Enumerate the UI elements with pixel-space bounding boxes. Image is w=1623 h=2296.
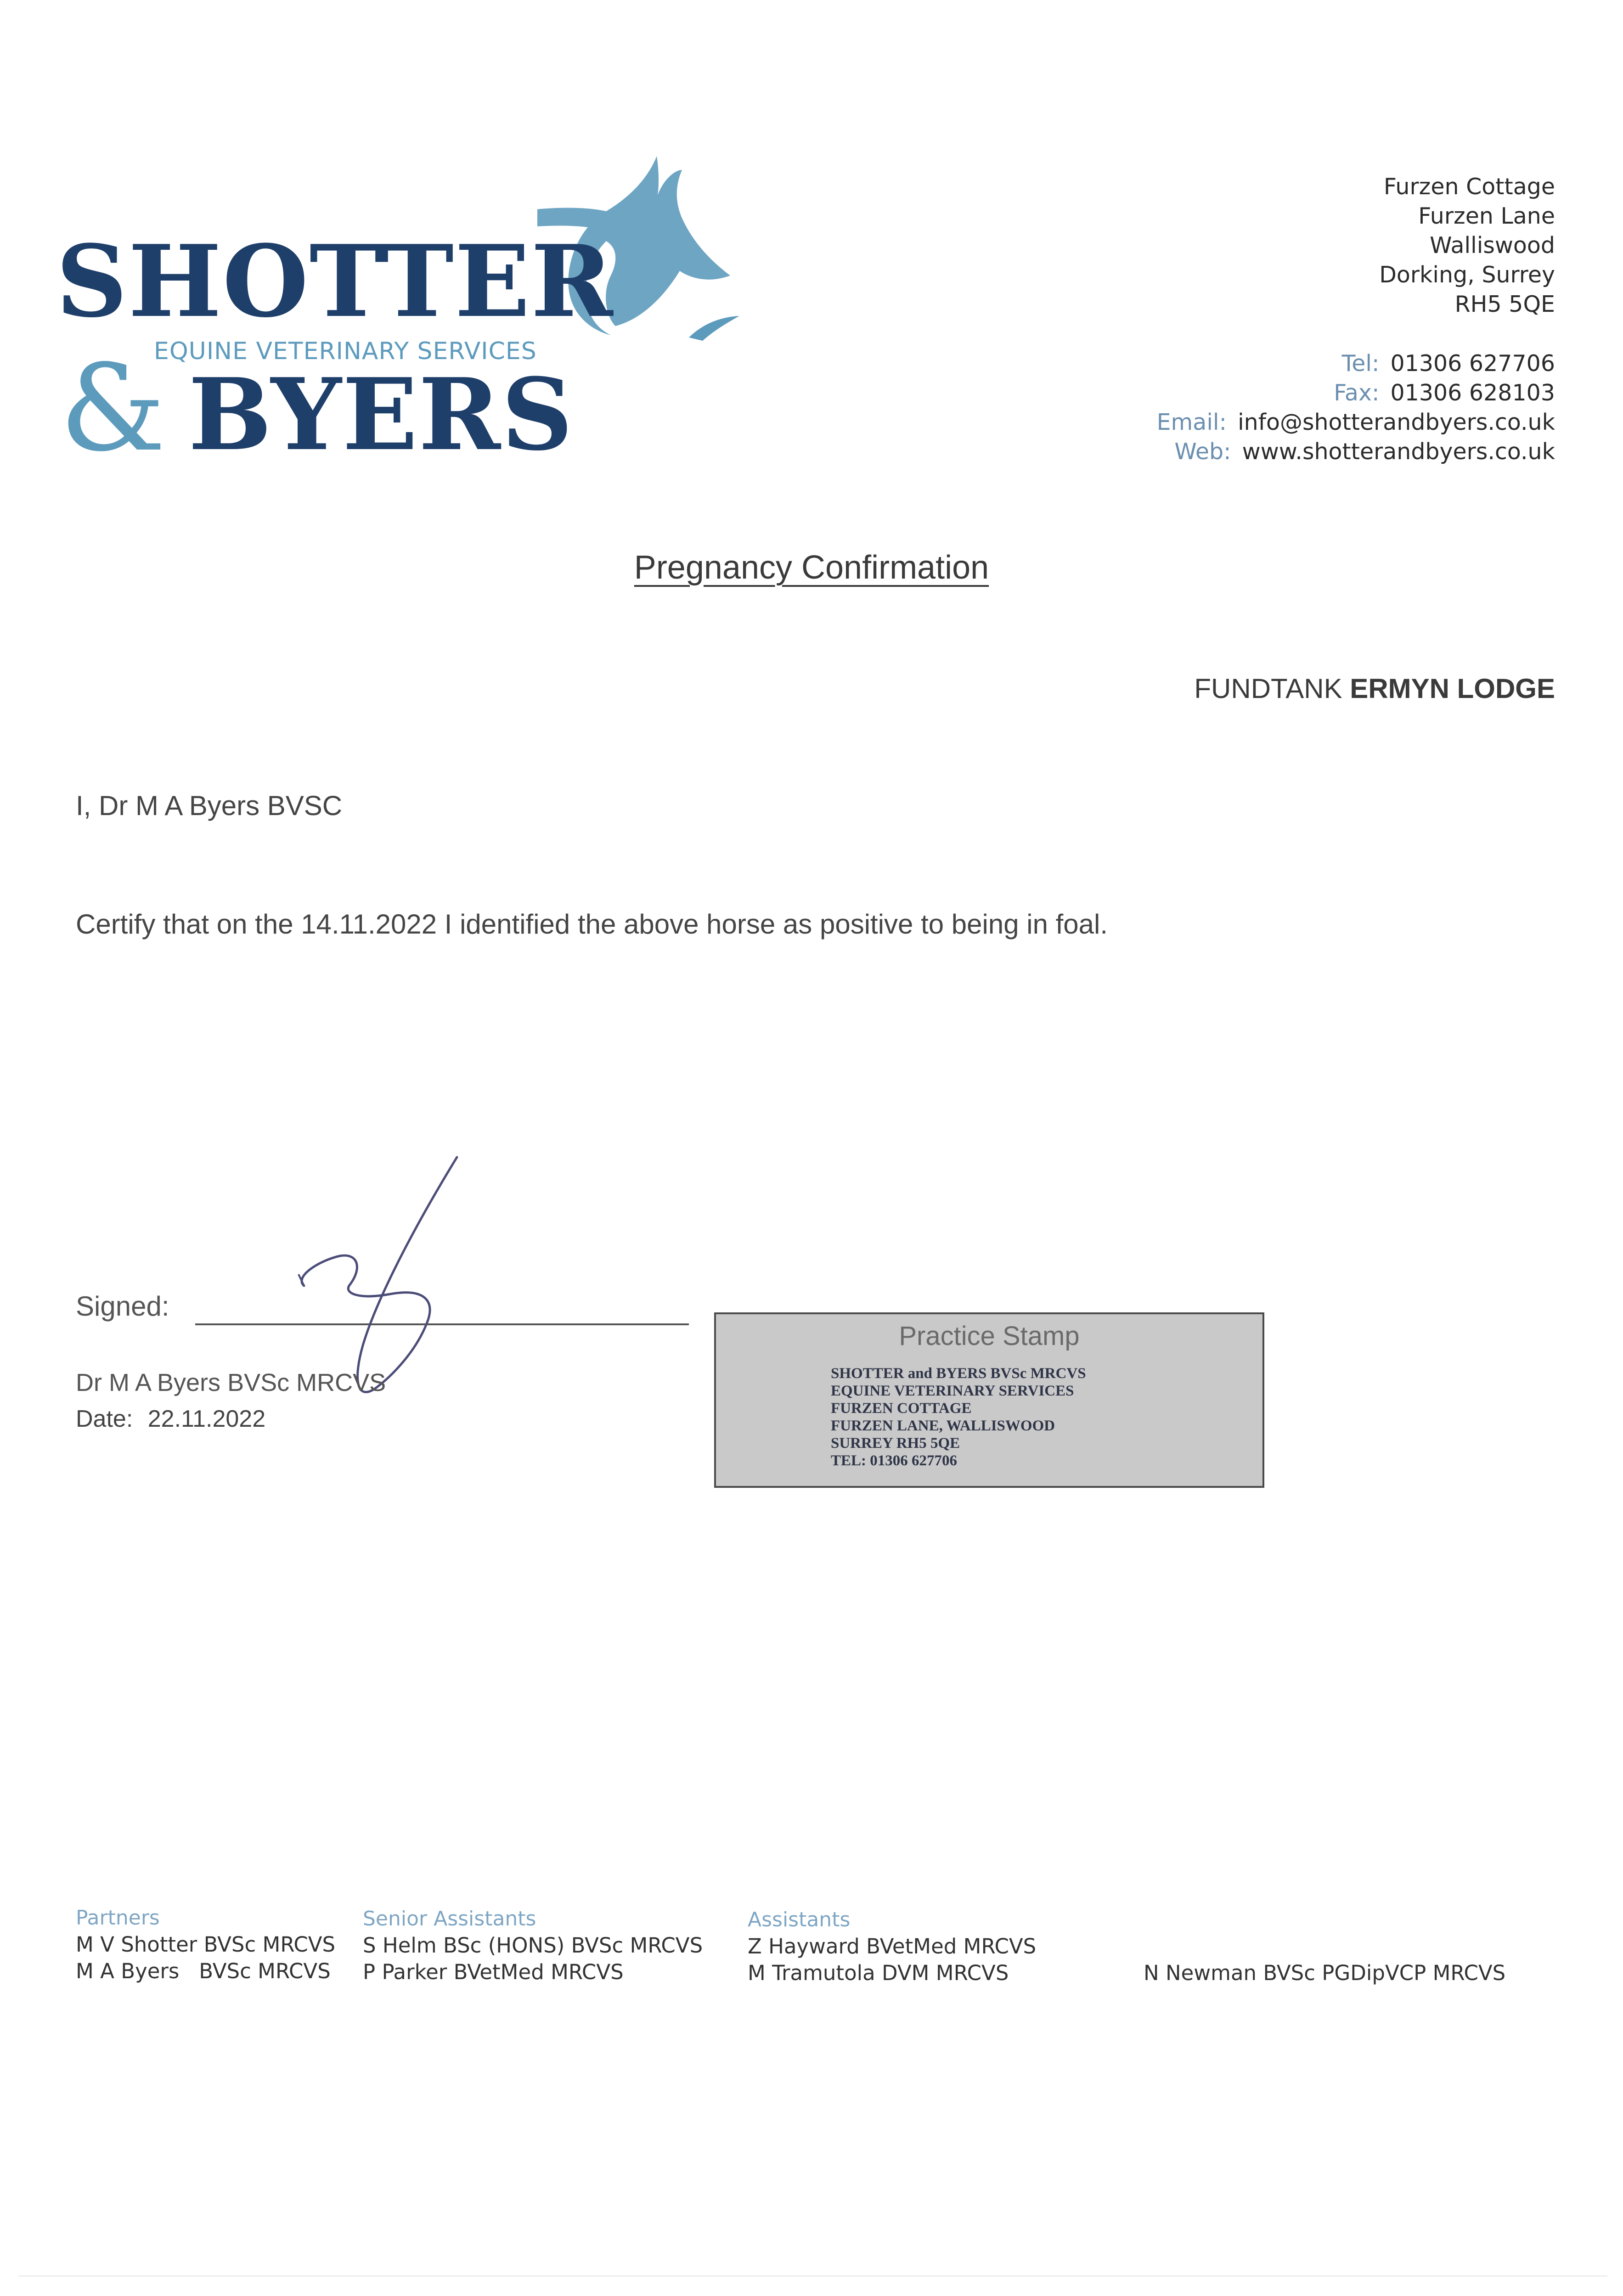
stamp-line: TEL: 01306 627706 [831, 1452, 958, 1469]
footer-name: M V Shotter BVSc MRCVS [76, 1932, 336, 1957]
contact-label: Tel: [1341, 350, 1380, 377]
footer-name: M Tramutola DVM MRCVS [748, 1961, 1009, 1985]
contact-tel [912, 349, 1555, 378]
date-label: Date: [76, 1406, 133, 1432]
stamp-line: SHOTTER and BYERS BVSc MRCVS [831, 1365, 1086, 1382]
contact-label: Fax: [1334, 380, 1380, 406]
stamp-line: SURREY RH5 5QE [831, 1435, 960, 1452]
stamp-impression [831, 1365, 1086, 1469]
horse-prefix: FUNDTANK [1194, 673, 1342, 704]
logo-ampersand: & [60, 339, 166, 478]
contact-fax [912, 378, 1555, 408]
contact-web [912, 437, 1555, 467]
address-line: Furzen Cottage [1383, 174, 1555, 200]
footer-name: M A Byers BVSc MRCVS [76, 1959, 331, 1983]
footer-other-vet: N Newman BVSc PGDipVCP MRCVS [1144, 1961, 1506, 1985]
contact-value: 01306 628103 [1390, 380, 1555, 406]
footer-name: S Helm BSc (HONS) BVSc MRCVS [363, 1933, 703, 1958]
signature-date [76, 1405, 265, 1433]
horse-name-line [1194, 673, 1555, 704]
practice-address [1004, 172, 1555, 319]
address-line: RH5 5QE [1454, 291, 1555, 317]
practice-logo [51, 142, 703, 478]
contact-label: Email: [1156, 409, 1227, 435]
footer-assistants [748, 1907, 1036, 1986]
footer-partners [76, 1905, 335, 1985]
stamp-line: FURZEN LANE, WALLISWOOD [831, 1418, 1055, 1434]
stamp-title: Practice Stamp [899, 1321, 1080, 1351]
signed-label: Signed: [76, 1291, 169, 1322]
practice-contacts [912, 349, 1555, 467]
footer-heading: Partners [76, 1906, 160, 1930]
certification-statement: Certify that on the 14.11.2022 I identified the above horse as positive to being in foal. [76, 909, 1108, 940]
doctor-statement: I, Dr M A Byers BVSC [76, 790, 343, 821]
contact-value: info@shotterandbyers.co.uk [1238, 409, 1555, 435]
address-line: Walliswood [1430, 232, 1555, 259]
practice-stamp-box [714, 1312, 1264, 1488]
signatory-name: Dr M A Byers BVSc MRCVS [76, 1369, 386, 1396]
logo-byers-text: BYERS [188, 356, 574, 473]
address-line: Dorking, Surrey [1379, 262, 1555, 288]
footer-name: P Parker BVetMed MRCVS [363, 1960, 624, 1984]
contact-value: www.shotterandbyers.co.uk [1242, 439, 1555, 465]
footer-senior-assistants [363, 1906, 703, 1986]
footer-heading: Senior Assistants [363, 1907, 536, 1930]
date-value: 22.11.2022 [147, 1406, 266, 1432]
contact-email [912, 408, 1555, 437]
handwritten-signature [276, 1148, 625, 1469]
footer-heading: Assistants [748, 1908, 851, 1931]
logo-subtitle: EQUINE VETERINARY SERVICES [154, 338, 537, 365]
document-title [0, 549, 1623, 586]
address-line: Furzen Lane [1418, 203, 1555, 229]
contact-label: Web: [1174, 439, 1231, 465]
stamp-line: FURZEN COTTAGE [831, 1400, 972, 1417]
logo-shotter-text: SHOTTER [56, 223, 614, 339]
footer-name: Z Hayward BVetMed MRCVS [748, 1934, 1037, 1958]
contact-value: 01306 627706 [1390, 350, 1555, 377]
stamp-line: EQUINE VETERINARY SERVICES [831, 1383, 1074, 1399]
page-bottom-edge [18, 2275, 1607, 2277]
horse-name: ERMYN LODGE [1350, 673, 1555, 704]
document-title-text: Pregnancy Confirmation [634, 549, 989, 586]
